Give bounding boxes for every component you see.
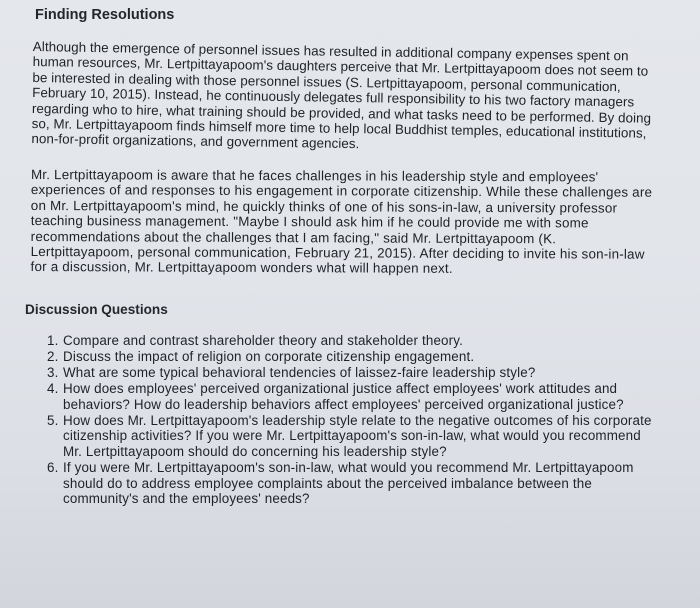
question-text: Compare and contrast shareholder theory and stakeholder theory. xyxy=(63,332,463,348)
discussion-questions-heading: Discussion Questions xyxy=(25,301,168,317)
question-text: Discuss the impact of religion on corporate citizenship engagement. xyxy=(63,348,475,364)
question-item xyxy=(31,413,656,460)
question-text: How does Mr. Lertpittayapoom's leadership style relate to the negative outcomes of his corporate citizenship activities? If you were Mr. Lertpittayapoom's son-in-law, what would you recommend Mr. Lertpittayapoom should do concerning his leadership style? xyxy=(63,412,652,459)
question-number: 4. xyxy=(47,380,59,396)
question-number: 6. xyxy=(47,459,59,475)
question-item xyxy=(31,365,656,381)
question-text: How does employees' perceived organizational justice affect employees' work attitudes and behaviors? How do leadership behaviors affect employees' perceived organizational justice? xyxy=(63,380,624,412)
question-item xyxy=(31,460,656,507)
section-title: Finding Resolutions xyxy=(35,7,175,23)
question-item xyxy=(31,381,656,412)
question-text: If you were Mr. Lertpittayapoom's son-in-law, what would you recommend Mr. Lertpittayapoom should do to address employee complaints about the perceived imbalance between the community's and the employees' needs? xyxy=(63,459,634,507)
question-item xyxy=(31,333,656,349)
paragraph-2: Mr. Lertpittayapoom is aware that he faces challenges in his leadership style and employees' experiences of and responses to his engagement in corporate citizenship. While these challenges are on Mr. Lertpittayapoom's mind, he quickly thinks of one of his sons-in-law, a university professor teaching business management. "Maybe I should ask him if he could provide me with some recommendations about the challenges that I am facing," said Mr. Lertpittayapoom (K. Lertpittayapoom, personal communication, February 21, 2015). After deciding to invite his son-in-law for a discussion, Mr. Lertpittayapoom wonders what will happen next. xyxy=(30,166,653,277)
question-number: 1. xyxy=(47,332,59,348)
question-number: 3. xyxy=(47,364,59,380)
question-item xyxy=(31,349,656,365)
question-number: 5. xyxy=(47,412,59,428)
paragraph-1: Although the emergence of personnel issues has resulted in additional company expenses spent on human resources, Mr. Lertpittayapoom's daughters perceive that Mr. Lertpittayapoom does not seem to be interested in dealing with those personnel issues (S. Lertpittayapoom, personal communication, February 10, 2015). Instead, he continuously delegates full responsibility to his two factory managers regarding who to hire, what training should be provided, and what tasks need to be performed. By doing so, Mr. Lertpittayapoom finds himself more time to help local Buddhist temples, educational institutions, non-for-profit organizations, and government agencies. xyxy=(31,39,652,152)
question-text: What are some typical behavioral tendencies of laissez-faire leadership style? xyxy=(63,364,536,380)
question-number: 2. xyxy=(47,348,59,364)
discussion-questions-list xyxy=(31,333,656,507)
